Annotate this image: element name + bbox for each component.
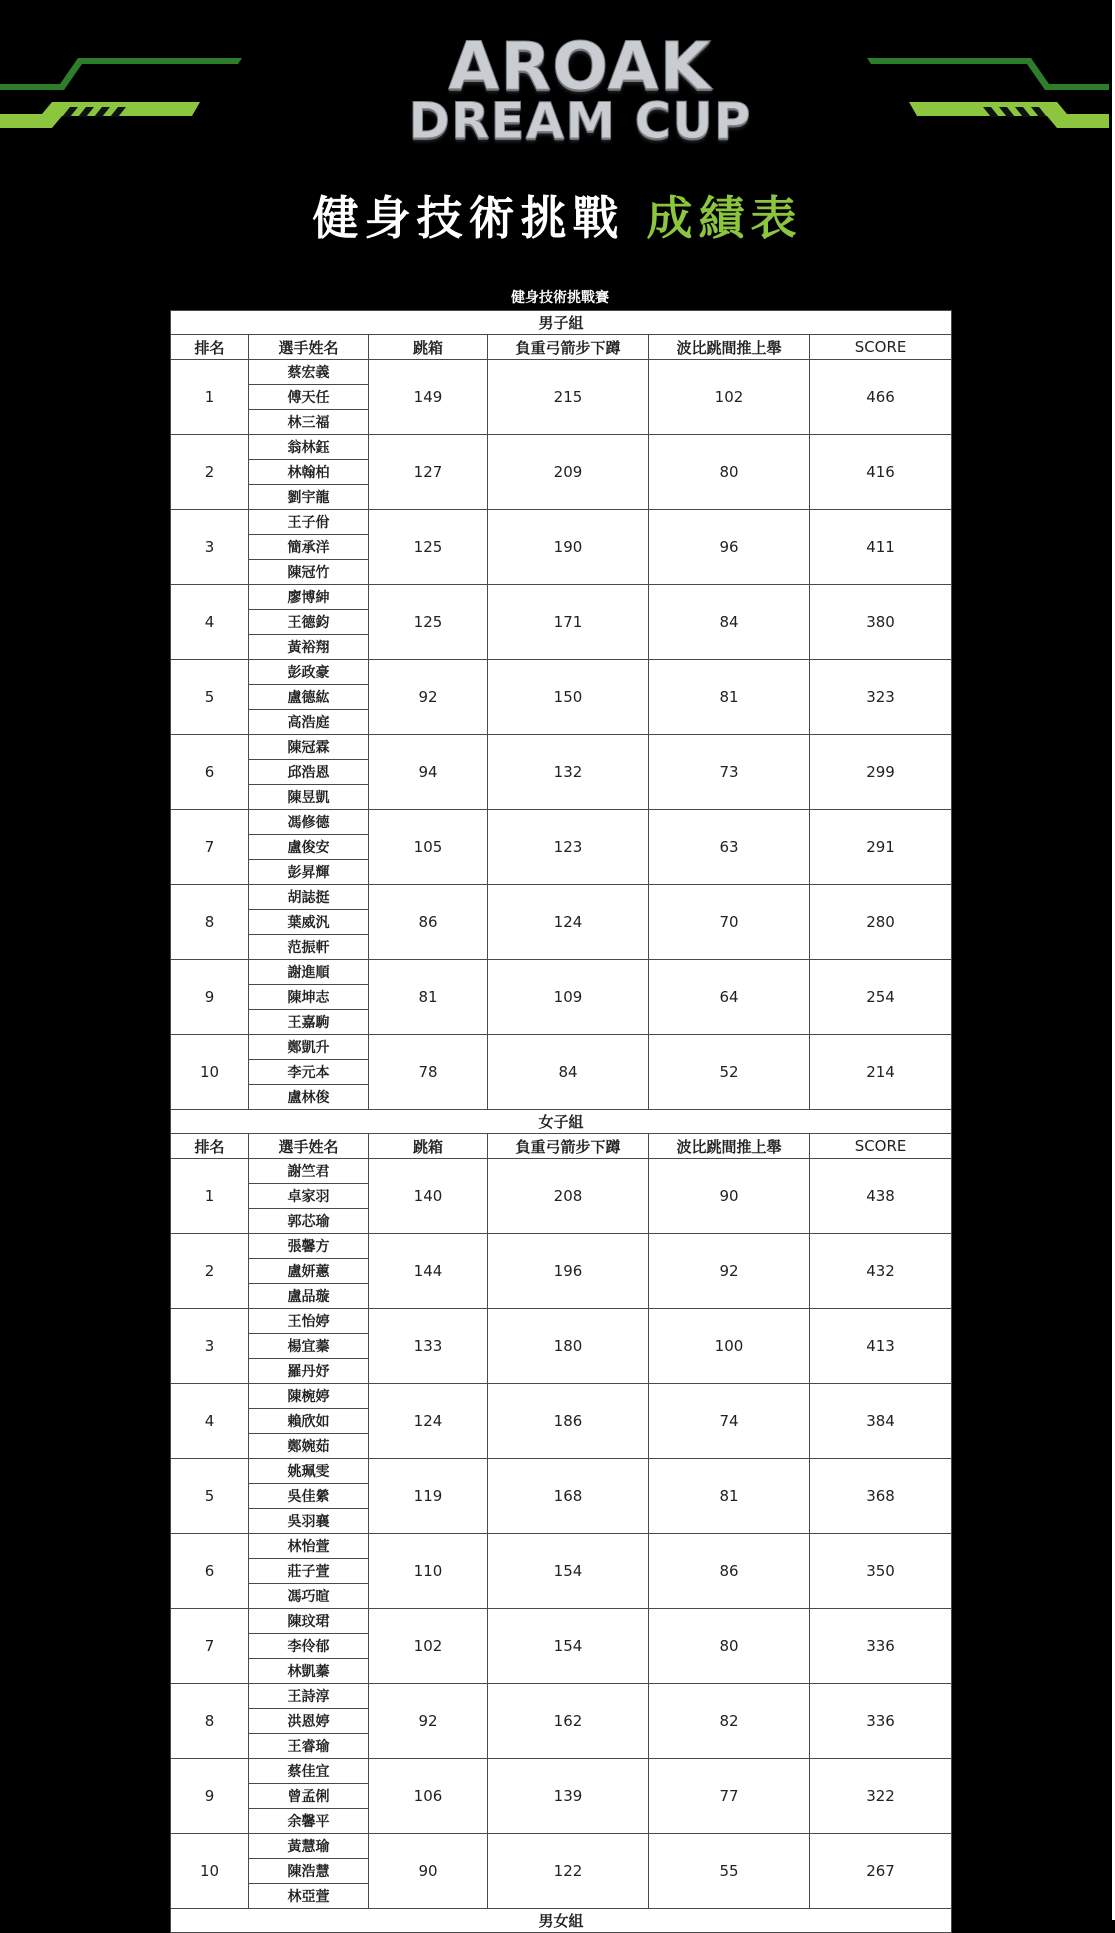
lunge-cell: 124 (488, 885, 649, 960)
column-header-row (171, 335, 952, 360)
burpee-press-cell: 73 (649, 735, 810, 810)
member-name-cell: 李伶郁 (249, 1634, 369, 1659)
member-name-cell: 葉威汎 (249, 910, 369, 935)
table-row (171, 1384, 952, 1409)
member-name-cell: 陳昱凱 (249, 785, 369, 810)
rank-cell: 9 (171, 960, 249, 1035)
member-name-cell: 胡誌挺 (249, 885, 369, 910)
member-name-cell: 邱浩恩 (249, 760, 369, 785)
member-name-cell: 姚珮雯 (249, 1459, 369, 1484)
member-name-cell: 劉宇龍 (249, 485, 369, 510)
member-name-cell: 王子佾 (249, 510, 369, 535)
box-jump-cell: 140 (369, 1159, 488, 1234)
burpee-press-cell: 84 (649, 585, 810, 660)
rank-cell: 5 (171, 660, 249, 735)
member-name-cell: 鄭婉茹 (249, 1434, 369, 1459)
rank-cell: 3 (171, 1309, 249, 1384)
lunge-cell: 171 (488, 585, 649, 660)
table-row (171, 810, 952, 835)
burpee-press-header: 波比跳間推上舉 (649, 1134, 810, 1159)
member-name-cell: 馮修德 (249, 810, 369, 835)
member-name-cell: 馮巧暄 (249, 1584, 369, 1609)
member-name-cell: 黃裕翔 (249, 635, 369, 660)
box-jump-header: 跳箱 (369, 335, 488, 360)
lunge-cell: 196 (488, 1234, 649, 1309)
member-name-cell: 林凱蓁 (249, 1659, 369, 1684)
burpee-press-cell: 74 (649, 1384, 810, 1459)
rank-header: 排名 (171, 335, 249, 360)
member-name-cell: 陳浩慧 (249, 1859, 369, 1884)
member-name-cell: 高浩庭 (249, 710, 369, 735)
table-row (171, 1234, 952, 1259)
lunge-cell: 186 (488, 1384, 649, 1459)
member-name-cell: 彭昇輝 (249, 860, 369, 885)
box-jump-cell: 105 (369, 810, 488, 885)
table-row (171, 435, 952, 460)
score-cell: 336 (810, 1609, 952, 1684)
score-cell: 438 (810, 1159, 952, 1234)
name-header: 選手姓名 (249, 1134, 369, 1159)
box-jump-cell: 149 (369, 360, 488, 435)
table-row (171, 885, 952, 910)
member-name-cell: 翁林鈺 (249, 435, 369, 460)
rank-cell: 1 (171, 360, 249, 435)
burpee-press-cell: 96 (649, 510, 810, 585)
score-cell: 411 (810, 510, 952, 585)
lunge-cell: 139 (488, 1759, 649, 1834)
score-cell: 336 (810, 1684, 952, 1759)
member-name-cell: 謝竺君 (249, 1159, 369, 1184)
member-name-cell: 林怡萱 (249, 1534, 369, 1559)
member-name-cell: 蔡宏義 (249, 360, 369, 385)
lunge-cell: 168 (488, 1459, 649, 1534)
burpee-press-cell: 80 (649, 435, 810, 510)
lunge-cell: 84 (488, 1035, 649, 1110)
group-header-row (171, 311, 952, 335)
member-name-cell: 陳冠霖 (249, 735, 369, 760)
score-cell: 291 (810, 810, 952, 885)
score-cell: 413 (810, 1309, 952, 1384)
table-row (171, 510, 952, 535)
rank-cell: 4 (171, 1384, 249, 1459)
lunge-cell: 190 (488, 510, 649, 585)
burpee-press-cell: 81 (649, 1459, 810, 1534)
box-jump-cell: 81 (369, 960, 488, 1035)
score-cell: 368 (810, 1459, 952, 1534)
lunge-header: 負重弓箭步下蹲 (488, 335, 649, 360)
member-name-cell: 林亞萱 (249, 1884, 369, 1909)
burpee-press-cell: 64 (649, 960, 810, 1035)
box-jump-cell: 110 (369, 1534, 488, 1609)
burpee-press-cell: 52 (649, 1035, 810, 1110)
lunge-cell: 154 (488, 1534, 649, 1609)
logo-line-1: AROAK (448, 28, 712, 105)
group-name: 男子組 (171, 311, 952, 335)
table-row (171, 585, 952, 610)
member-name-cell: 卓家羽 (249, 1184, 369, 1209)
rank-cell: 9 (171, 1759, 249, 1834)
aroak-dream-cup-logo (300, 28, 860, 150)
member-name-cell: 王德鈞 (249, 610, 369, 635)
member-name-cell: 盧德紘 (249, 685, 369, 710)
rank-cell: 2 (171, 1234, 249, 1309)
member-name-cell: 陳坤志 (249, 985, 369, 1010)
member-name-cell: 羅丹妤 (249, 1359, 369, 1384)
score-cell: 322 (810, 1759, 952, 1834)
table-row (171, 1684, 952, 1709)
column-header-row (171, 1134, 952, 1159)
name-header: 選手姓名 (249, 335, 369, 360)
member-name-cell: 盧妍蕙 (249, 1259, 369, 1284)
rank-header: 排名 (171, 1134, 249, 1159)
member-name-cell: 曾孟俐 (249, 1784, 369, 1809)
member-name-cell: 郭芯瑜 (249, 1209, 369, 1234)
box-jump-cell: 125 (369, 585, 488, 660)
score-cell: 432 (810, 1234, 952, 1309)
score-header: SCORE (810, 1134, 952, 1159)
burpee-press-cell: 63 (649, 810, 810, 885)
table-row (171, 1834, 952, 1859)
member-name-cell: 賴欣如 (249, 1409, 369, 1434)
member-name-cell: 黃慧瑜 (249, 1834, 369, 1859)
lunge-cell: 122 (488, 1834, 649, 1909)
member-name-cell: 盧俊安 (249, 835, 369, 860)
rank-cell: 7 (171, 1609, 249, 1684)
member-name-cell: 盧品璇 (249, 1284, 369, 1309)
member-name-cell: 傅天任 (249, 385, 369, 410)
burpee-press-cell: 92 (649, 1234, 810, 1309)
rank-cell: 6 (171, 1534, 249, 1609)
member-name-cell: 王怡婷 (249, 1309, 369, 1334)
member-name-cell: 楊宜蓁 (249, 1334, 369, 1359)
burpee-press-cell: 90 (649, 1159, 810, 1234)
box-jump-cell: 94 (369, 735, 488, 810)
lunge-header: 負重弓箭步下蹲 (488, 1134, 649, 1159)
box-jump-cell: 90 (369, 1834, 488, 1909)
member-name-cell: 林三福 (249, 410, 369, 435)
table-row (171, 1609, 952, 1634)
rank-cell: 5 (171, 1459, 249, 1534)
member-name-cell: 林翰柏 (249, 460, 369, 485)
rank-cell: 7 (171, 810, 249, 885)
logo-line-2: DREAM CUP (408, 92, 752, 150)
member-name-cell: 李元本 (249, 1060, 369, 1085)
box-jump-cell: 127 (369, 435, 488, 510)
box-jump-cell: 144 (369, 1234, 488, 1309)
member-name-cell: 余馨平 (249, 1809, 369, 1834)
member-name-cell: 陳冠竹 (249, 560, 369, 585)
member-name-cell: 鄭凱升 (249, 1035, 369, 1060)
rank-cell: 8 (171, 885, 249, 960)
member-name-cell: 盧林俊 (249, 1085, 369, 1110)
table-row (171, 735, 952, 760)
title-main: 健身技術挑戰 (312, 191, 625, 245)
score-cell: 254 (810, 960, 952, 1035)
burpee-press-cell: 55 (649, 1834, 810, 1909)
event-title: 健身技術挑戰賽 (511, 290, 609, 306)
score-cell: 380 (810, 585, 952, 660)
burpee-press-cell: 86 (649, 1534, 810, 1609)
score-cell: 416 (810, 435, 952, 510)
group-header-row (171, 1909, 952, 1933)
member-name-cell: 廖博紳 (249, 585, 369, 610)
lunge-cell: 215 (488, 360, 649, 435)
lunge-cell: 162 (488, 1684, 649, 1759)
rank-cell: 10 (171, 1834, 249, 1909)
member-name-cell: 范振軒 (249, 935, 369, 960)
rank-cell: 4 (171, 585, 249, 660)
member-name-cell: 吳羽襄 (249, 1509, 369, 1534)
results-table (170, 310, 952, 1933)
box-jump-cell: 119 (369, 1459, 488, 1534)
burpee-press-cell: 81 (649, 660, 810, 735)
member-name-cell: 蔡佳宜 (249, 1759, 369, 1784)
table-row (171, 660, 952, 685)
lunge-cell: 154 (488, 1609, 649, 1684)
member-name-cell: 陳椀婷 (249, 1384, 369, 1409)
box-jump-cell: 78 (369, 1035, 488, 1110)
table-row (171, 1159, 952, 1184)
results-table-body (171, 311, 952, 1933)
burpee-press-cell: 80 (649, 1609, 810, 1684)
member-name-cell: 吳佳縈 (249, 1484, 369, 1509)
box-jump-cell: 92 (369, 1684, 488, 1759)
lunge-cell: 109 (488, 960, 649, 1035)
score-cell: 466 (810, 360, 952, 435)
burpee-press-header: 波比跳間推上舉 (649, 335, 810, 360)
box-jump-cell: 133 (369, 1309, 488, 1384)
table-row (171, 360, 952, 385)
box-jump-header: 跳箱 (369, 1134, 488, 1159)
lunge-cell: 123 (488, 810, 649, 885)
box-jump-cell: 102 (369, 1609, 488, 1684)
lunge-cell: 209 (488, 435, 649, 510)
score-header: SCORE (810, 335, 952, 360)
member-name-cell: 簡承洋 (249, 535, 369, 560)
box-jump-cell: 86 (369, 885, 488, 960)
rank-cell: 10 (171, 1035, 249, 1110)
score-cell: 384 (810, 1384, 952, 1459)
rank-cell: 8 (171, 1684, 249, 1759)
right-stripe-decoration (859, 50, 1109, 130)
rank-cell: 6 (171, 735, 249, 810)
table-row (171, 1309, 952, 1334)
burpee-press-cell: 82 (649, 1684, 810, 1759)
rank-cell: 2 (171, 435, 249, 510)
member-name-cell: 張馨方 (249, 1234, 369, 1259)
group-name: 女子組 (171, 1110, 952, 1134)
table-row (171, 1759, 952, 1784)
burpee-press-cell: 77 (649, 1759, 810, 1834)
table-row (171, 1035, 952, 1060)
group-header-row (171, 1110, 952, 1134)
member-name-cell: 莊子萱 (249, 1559, 369, 1584)
table-row (171, 960, 952, 985)
score-cell: 267 (810, 1834, 952, 1909)
box-jump-cell: 92 (369, 660, 488, 735)
burpee-press-cell: 70 (649, 885, 810, 960)
member-name-cell: 彭政豪 (249, 660, 369, 685)
group-name: 男女組 (171, 1909, 952, 1933)
title-accent: 成績表 (646, 191, 803, 245)
rank-cell: 1 (171, 1159, 249, 1234)
lunge-cell: 180 (488, 1309, 649, 1384)
burpee-press-cell: 102 (649, 360, 810, 435)
member-name-cell: 王嘉駒 (249, 1010, 369, 1035)
table-row (171, 1459, 952, 1484)
score-cell: 280 (810, 885, 952, 960)
score-cell: 323 (810, 660, 952, 735)
left-stripe-decoration (0, 50, 250, 130)
score-cell: 214 (810, 1035, 952, 1110)
member-name-cell: 王詩淳 (249, 1684, 369, 1709)
member-name-cell: 謝進順 (249, 960, 369, 985)
lunge-cell: 208 (488, 1159, 649, 1234)
box-jump-cell: 106 (369, 1759, 488, 1834)
box-jump-cell: 125 (369, 510, 488, 585)
member-name-cell: 王睿瑜 (249, 1734, 369, 1759)
lunge-cell: 150 (488, 660, 649, 735)
rank-cell: 3 (171, 510, 249, 585)
lunge-cell: 132 (488, 735, 649, 810)
member-name-cell: 陳玟珺 (249, 1609, 369, 1634)
member-name-cell: 洪恩婷 (249, 1709, 369, 1734)
score-cell: 299 (810, 735, 952, 810)
burpee-press-cell: 100 (649, 1309, 810, 1384)
score-cell: 350 (810, 1534, 952, 1609)
table-row (171, 1534, 952, 1559)
page-title (0, 182, 1115, 248)
box-jump-cell: 124 (369, 1384, 488, 1459)
